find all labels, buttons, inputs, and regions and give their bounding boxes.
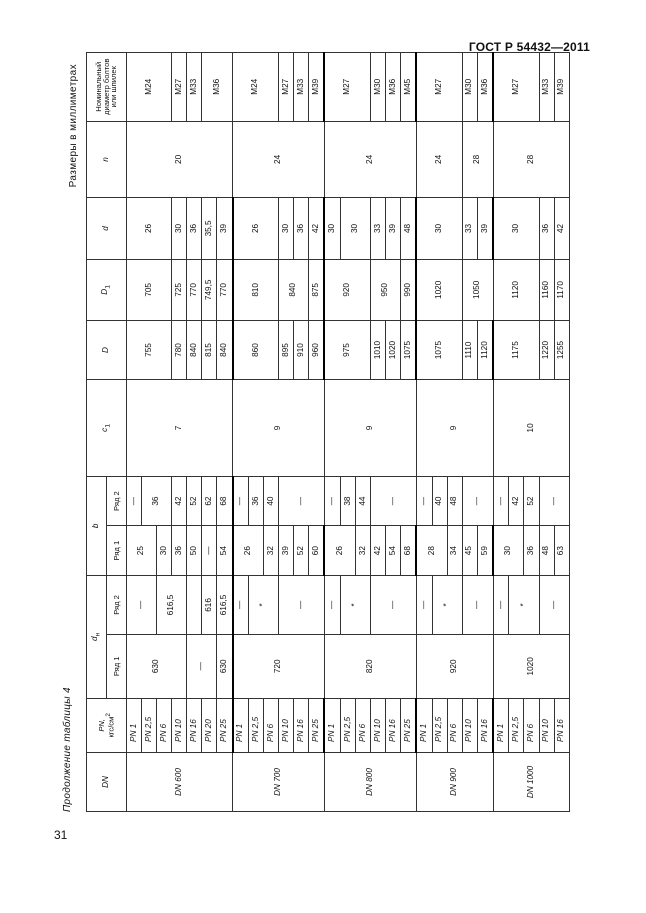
cell-pn: PN 16 xyxy=(554,698,569,752)
cell-D: 1010 xyxy=(370,321,385,380)
cell-d: 26 xyxy=(127,198,172,259)
cell-b-row1: 48 xyxy=(539,526,554,576)
cell-pn: PN 25 xyxy=(217,698,233,752)
cell-bolt: М33 xyxy=(187,53,202,122)
cell-b-row2: — xyxy=(370,476,416,526)
cell-D: 1110 xyxy=(462,321,477,380)
cell-D1: 1170 xyxy=(554,259,569,320)
cell-pn: PN 6 xyxy=(157,698,172,752)
cell-b-row2: — xyxy=(462,476,493,526)
cell-dn-row2: * xyxy=(432,575,462,634)
table-body xyxy=(87,53,570,812)
cell-b-row1: 68 xyxy=(400,526,416,576)
cell-bolt: М36 xyxy=(385,53,400,122)
cell-d: 35,5 xyxy=(202,198,217,259)
rotated-table-block xyxy=(62,52,572,812)
cell-D1: 1020 xyxy=(416,259,462,320)
cell-D: 840 xyxy=(187,321,202,380)
cell-b-row2: 44 xyxy=(355,476,370,526)
units-note: Размеры в миллиметрах xyxy=(68,64,79,188)
cell-d: 30 xyxy=(172,198,187,259)
cell-D1: 810 xyxy=(233,259,279,320)
cell-pn: PN 10 xyxy=(370,698,385,752)
cell-D: 780 xyxy=(172,321,187,380)
header-outer-diameter xyxy=(87,575,107,698)
page-number: 31 xyxy=(54,828,68,842)
cell-pn: PN 1 xyxy=(324,698,340,752)
cell-dn: DN 800 xyxy=(324,752,416,811)
cell-b-row1: — xyxy=(202,526,217,576)
cell-b-row1: 26 xyxy=(324,526,355,576)
cell-b-row2: 52 xyxy=(524,476,539,526)
cell-D: 910 xyxy=(294,321,309,380)
cell-d: 30 xyxy=(279,198,294,259)
cell-dn-row1: 1020 xyxy=(493,634,569,698)
cell-b-row2: 36 xyxy=(142,476,172,526)
cell-D: 975 xyxy=(324,321,370,380)
cell-D1: 749,5 xyxy=(202,259,217,320)
cell-bolt: М24 xyxy=(233,53,279,122)
cell-dn-row1: 630 xyxy=(127,634,187,698)
header-b-row2: Ряд 2 xyxy=(107,476,127,526)
cell-b-row1: 60 xyxy=(309,526,325,576)
cell-bolt: М33 xyxy=(539,53,554,122)
cell-b-row2: 42 xyxy=(172,476,187,526)
cell-bolt: М30 xyxy=(462,53,477,122)
cell-pn: PN 16 xyxy=(187,698,202,752)
cell-dn-row1: 630 xyxy=(217,634,233,698)
cell-b-row2: — xyxy=(493,476,509,526)
cell-b-row2: — xyxy=(324,476,340,526)
header-pn-unit: кгс/см xyxy=(106,716,116,738)
cell-D1: 950 xyxy=(370,259,400,320)
cell-dn-row2: — xyxy=(233,575,249,634)
header-c-symbol: c xyxy=(100,427,110,432)
cell-b-row1: 52 xyxy=(294,526,309,576)
cell-bolt: М30 xyxy=(370,53,385,122)
cell-pn: PN 10 xyxy=(462,698,477,752)
cell-d: 30 xyxy=(340,198,370,259)
cell-bolt: М45 xyxy=(400,53,416,122)
cell-D1: 725 xyxy=(172,259,187,320)
cell-D: 1075 xyxy=(400,321,416,380)
header-D1-symbol: D xyxy=(100,288,110,295)
header-dn-subscript: н xyxy=(94,632,102,637)
cell-D: 1075 xyxy=(416,321,462,380)
cell-pn: PN 1 xyxy=(233,698,249,752)
cell-dn-row1: — xyxy=(187,634,217,698)
cell-dn-row2: — xyxy=(279,575,325,634)
cell-b-row1: 42 xyxy=(370,526,385,576)
header-n: n xyxy=(87,121,127,198)
cell-b-row2: — xyxy=(279,476,325,526)
cell-n: 28 xyxy=(493,121,569,198)
cell-d: 42 xyxy=(309,198,325,259)
header-d: d xyxy=(87,198,127,259)
cell-b-row1: 30 xyxy=(493,526,524,576)
cell-pn: PN 16 xyxy=(385,698,400,752)
cell-b-row1: 32 xyxy=(263,526,278,576)
cell-d: 39 xyxy=(217,198,233,259)
cell-b-row1: 54 xyxy=(217,526,233,576)
cell-dn-row2: — xyxy=(462,575,493,634)
cell-pn: PN 2,5 xyxy=(509,698,524,752)
cell-b-row2: 40 xyxy=(263,476,278,526)
cell-b-row2: 62 xyxy=(202,476,217,526)
cell-dn-row2: 616,5 xyxy=(217,575,233,634)
cell-dn-row2: * xyxy=(248,575,278,634)
cell-b-row1: 30 xyxy=(157,526,172,576)
cell-pn: PN 25 xyxy=(309,698,325,752)
header-pn xyxy=(87,698,127,752)
cell-bolt: М36 xyxy=(477,53,493,122)
cell-c1: 9 xyxy=(324,380,416,477)
cell-pn: PN 2,5 xyxy=(248,698,263,752)
cell-pn: PN 25 xyxy=(400,698,416,752)
cell-b-row1: 39 xyxy=(279,526,294,576)
cell-bolt: М24 xyxy=(127,53,172,122)
cell-b-row2: 38 xyxy=(340,476,355,526)
flange-dimensions-table xyxy=(86,52,570,812)
cell-D1: 840 xyxy=(279,259,309,320)
cell-d: 30 xyxy=(493,198,539,259)
cell-b-row1: 45 xyxy=(462,526,477,576)
cell-bolt: М27 xyxy=(416,53,462,122)
cell-dn-row2: — xyxy=(324,575,340,634)
cell-bolt: М39 xyxy=(554,53,569,122)
cell-D: 1120 xyxy=(477,321,493,380)
cell-d: 36 xyxy=(539,198,554,259)
cell-b-row2: 42 xyxy=(509,476,524,526)
cell-bolt: М27 xyxy=(324,53,370,122)
cell-n: 28 xyxy=(462,121,493,198)
cell-D1: 990 xyxy=(400,259,416,320)
cell-D: 1175 xyxy=(493,321,539,380)
cell-dn: DN 600 xyxy=(127,752,233,811)
table-continuation-caption: Продолжение таблицы 4 xyxy=(62,687,73,812)
cell-D1: 920 xyxy=(324,259,370,320)
cell-c1: 9 xyxy=(416,380,493,477)
cell-D: 840 xyxy=(217,321,233,380)
cell-D: 815 xyxy=(202,321,217,380)
cell-D: 860 xyxy=(233,321,279,380)
cell-b-row2: 36 xyxy=(248,476,263,526)
cell-d: 33 xyxy=(462,198,477,259)
cell-b-row2: 68 xyxy=(217,476,233,526)
cell-D1: 770 xyxy=(187,259,202,320)
cell-dn: DN 900 xyxy=(416,752,493,811)
cell-b-row2: — xyxy=(127,476,142,526)
header-b-row1: Ряд 1 xyxy=(107,526,127,576)
cell-d: 30 xyxy=(416,198,462,259)
cell-dn-row1: 920 xyxy=(416,634,493,698)
cell-b-row1: 54 xyxy=(385,526,400,576)
cell-D: 895 xyxy=(279,321,294,380)
header-bolt-diameter: Номинальный диаметр болтов или шпилек xyxy=(87,53,127,122)
cell-n: 24 xyxy=(416,121,462,198)
cell-b-row2: — xyxy=(233,476,249,526)
cell-d: 36 xyxy=(187,198,202,259)
cell-dn-row2: * xyxy=(340,575,370,634)
header-pn-label: PN, xyxy=(96,719,106,732)
cell-d: 48 xyxy=(400,198,416,259)
cell-b-row2: — xyxy=(416,476,432,526)
cell-D1: 705 xyxy=(127,259,172,320)
cell-c1: 7 xyxy=(127,380,233,477)
header-D1 xyxy=(87,259,127,320)
cell-D: 1220 xyxy=(539,321,554,380)
cell-D: 960 xyxy=(309,321,325,380)
cell-pn: PN 6 xyxy=(263,698,278,752)
cell-dn-row2: — xyxy=(493,575,509,634)
cell-dn-row1: 820 xyxy=(324,634,416,698)
header-dn-row1: Ряд 1 xyxy=(107,634,127,698)
cell-b-row1: 36 xyxy=(172,526,187,576)
cell-bolt: М27 xyxy=(279,53,294,122)
cell-d: 26 xyxy=(233,198,279,259)
cell-n: 24 xyxy=(233,121,325,198)
cell-pn: PN 10 xyxy=(172,698,187,752)
cell-D: 1020 xyxy=(385,321,400,380)
cell-n: 20 xyxy=(127,121,233,198)
cell-pn: PN 16 xyxy=(477,698,493,752)
cell-b-row1: 59 xyxy=(477,526,493,576)
cell-d: 39 xyxy=(385,198,400,259)
cell-b-row1: 36 xyxy=(524,526,539,576)
cell-dn-row2: 616,5 xyxy=(157,575,187,634)
cell-d: 36 xyxy=(294,198,309,259)
header-dn-row2: Ряд 2 xyxy=(107,575,127,634)
header-D: D xyxy=(87,321,127,380)
cell-b-row2: 52 xyxy=(187,476,202,526)
cell-b-row2: 48 xyxy=(447,476,462,526)
cell-n: 24 xyxy=(324,121,416,198)
cell-dn-row2: 616 xyxy=(202,575,217,634)
header-dn: DN xyxy=(87,752,127,811)
header-c1 xyxy=(87,380,127,477)
cell-b-row1: 63 xyxy=(554,526,569,576)
cell-b-row2: 40 xyxy=(432,476,447,526)
cell-dn-row2: — xyxy=(539,575,569,634)
cell-b-row1: 32 xyxy=(355,526,370,576)
cell-pn: PN 2,5 xyxy=(432,698,447,752)
cell-pn: PN 1 xyxy=(416,698,432,752)
cell-b-row1: 26 xyxy=(233,526,264,576)
cell-pn: PN 1 xyxy=(127,698,142,752)
cell-bolt: М39 xyxy=(309,53,325,122)
cell-dn-row2: * xyxy=(509,575,539,634)
cell-pn: PN 6 xyxy=(524,698,539,752)
cell-D1: 1160 xyxy=(539,259,554,320)
cell-bolt: М27 xyxy=(493,53,539,122)
cell-dn-row1: 720 xyxy=(233,634,325,698)
cell-dn-row2: — xyxy=(127,575,157,634)
cell-bolt: М27 xyxy=(172,53,187,122)
cell-D: 1255 xyxy=(554,321,569,380)
cell-d: 33 xyxy=(370,198,385,259)
cell-pn: PN 10 xyxy=(279,698,294,752)
cell-dn-row2: — xyxy=(416,575,432,634)
cell-d: 39 xyxy=(477,198,493,259)
cell-b-row1: 50 xyxy=(187,526,202,576)
header-D1-subscript: 1 xyxy=(104,284,112,289)
header-dn-symbol: d xyxy=(90,636,100,641)
cell-b-row2: — xyxy=(539,476,569,526)
cell-b-row1: 25 xyxy=(127,526,157,576)
cell-bolt: М33 xyxy=(294,53,309,122)
cell-pn: PN 2,5 xyxy=(340,698,355,752)
cell-D1: 1120 xyxy=(493,259,539,320)
cell-dn: DN 1000 xyxy=(493,752,569,811)
header-c-subscript: 1 xyxy=(104,423,112,428)
cell-dn-row2 xyxy=(187,575,202,634)
cell-pn: PN 6 xyxy=(355,698,370,752)
cell-c1: 9 xyxy=(233,380,325,477)
cell-pn: PN 10 xyxy=(539,698,554,752)
cell-c1: 10 xyxy=(493,380,569,477)
cell-b-row1: 28 xyxy=(416,526,447,576)
header-pn-exp: 2 xyxy=(104,713,112,717)
cell-b-row1: 34 xyxy=(447,526,462,576)
cell-D1: 1050 xyxy=(462,259,493,320)
cell-bolt: М36 xyxy=(202,53,233,122)
standard-number: ГОСТ Р 54432—2011 xyxy=(468,40,590,54)
cell-pn: PN 6 xyxy=(447,698,462,752)
cell-pn: PN 2,5 xyxy=(142,698,157,752)
cell-d: 30 xyxy=(324,198,340,259)
cell-D: 755 xyxy=(127,321,172,380)
cell-dn-row2: — xyxy=(370,575,416,634)
cell-D1: 875 xyxy=(309,259,325,320)
cell-d: 42 xyxy=(554,198,569,259)
cell-pn: PN 16 xyxy=(294,698,309,752)
header-b: b xyxy=(87,476,107,575)
cell-pn: PN 1 xyxy=(493,698,509,752)
cell-D1: 770 xyxy=(217,259,233,320)
cell-pn: PN 20 xyxy=(202,698,217,752)
cell-dn: DN 700 xyxy=(233,752,325,811)
